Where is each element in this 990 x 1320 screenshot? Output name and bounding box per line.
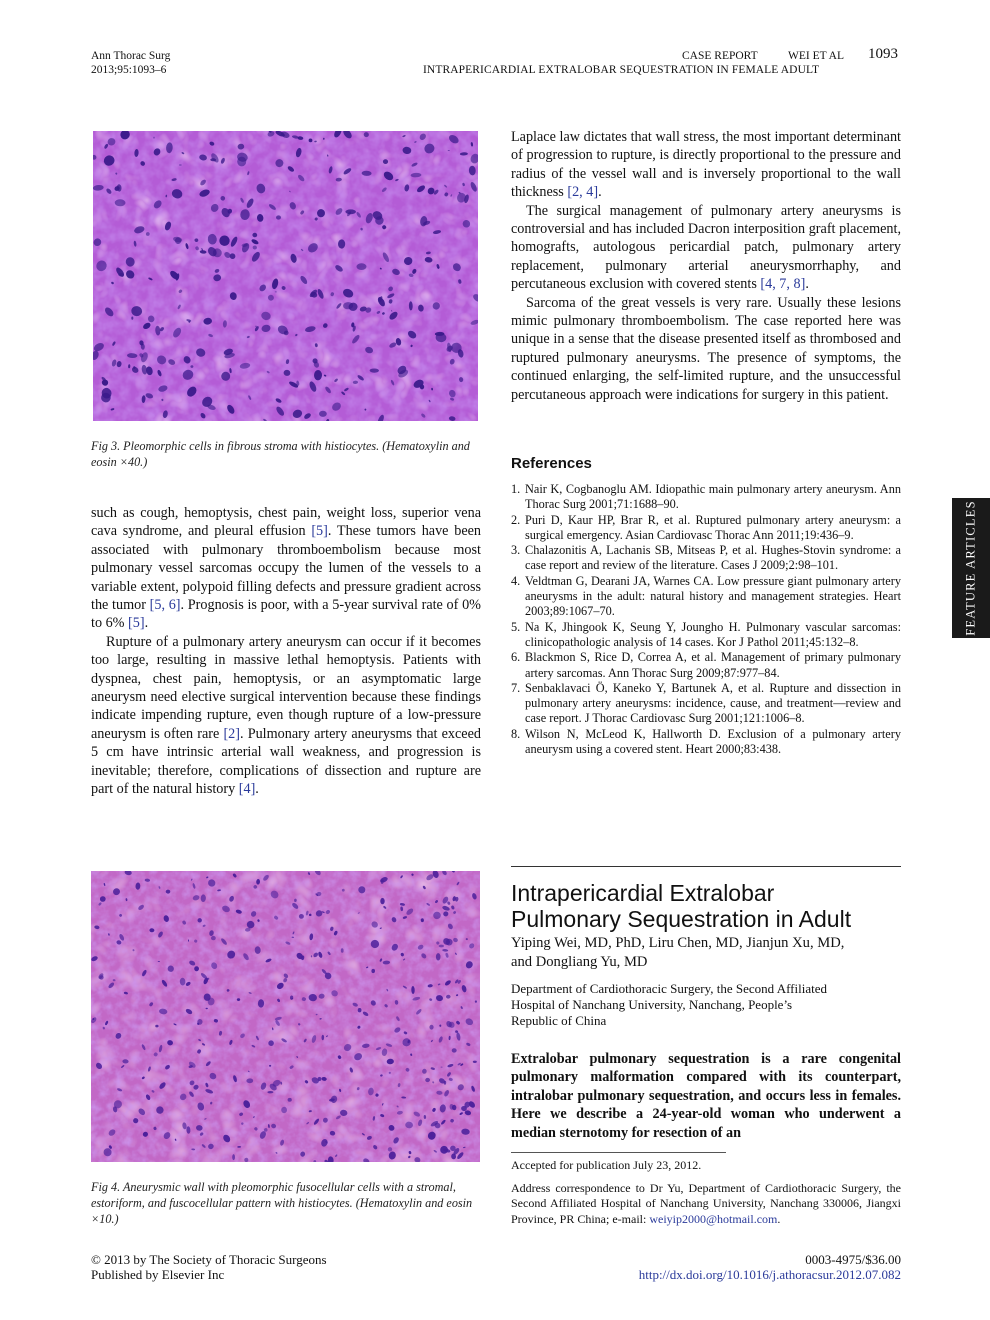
email-link[interactable]: weiyip2000@hotmail.com [649, 1211, 778, 1226]
right-column-body [511, 128, 901, 404]
article-title-block [511, 880, 906, 932]
nucleus-mark [439, 945, 444, 948]
right-paragraph-2: The surgical management of pulmonary artery aneurysms is controversial and has included Dacron interposition graft placement, homografts, autologous pericardial patch, pulmonary artery replacement, pulmonary arterial aneurysmorrhaphy, and percutaneous exclusion with covered stents [4, 7, 8]. [511, 202, 901, 293]
fig4-cell-texture [91, 871, 480, 1162]
micrograph-fig3 [93, 131, 478, 421]
reference-item: 6. Blackmon S, Rice D, Correa A, et al. Management of primary pulmonary artery sarcomas. Ann Thorac Surg 2009;87:977–84. [511, 650, 901, 680]
reference-item: 8. Wilson N, McLeod K, Hallworth D. Exclusion of a pulmonary artery aneurysm using a covered stent. Heart 2000;83:438. [511, 726, 901, 757]
journal-name: Ann Thorac Surg [91, 50, 171, 62]
affiliation-line-3: Republic of China [511, 1012, 607, 1028]
nucleus-mark [357, 263, 367, 270]
section-label: CASE REPORT [682, 50, 758, 62]
article-affiliation [511, 981, 906, 1028]
affiliation-line-1: Department of Cardiothoracic Surgery, the Second Affiliated [511, 981, 827, 996]
journal-citation: 2013;95:1093–6 [91, 64, 167, 76]
figure-4-caption: Fig 4. Aneurysmic wall with pleomorphic fusocellular cells with a stromal, estoriform, and fuscocellular pattern with histiocytes. (Hematoxylin and eosin ×10.) [91, 1180, 473, 1226]
footnote-rule [511, 1152, 726, 1153]
right-paragraph-3: Sarcoma of the great vessels is very rare. Usually these lesions mimic pulmonary thromboembolism. The case reported here was unique in a sense that the disease presented itself as thrombosed and ruptured pulmonary aneurysms. The presence of symptoms, the continued enlarging, the self-limited rupture, and the unsuccessful percutaneous approach were indications for surgery in this patient. [511, 294, 901, 403]
references-heading: References [511, 455, 592, 472]
left-column-body [91, 504, 481, 799]
article-authors [511, 934, 906, 971]
nucleus-mark [452, 1048, 457, 1052]
running-title: INTRAPERICARDIAL EXTRALOBAR SEQUESTRATION IN FEMALE ADULT [423, 64, 820, 76]
reference-item: 5. Na K, Jhingook K, Seung Y, Joungho H. Pulmonary vascular sarcomas: clinicopathologic analysis of 14 cases. Kor J Pathol 2011;45:132–8. [511, 619, 901, 649]
affiliation-line-2: Hospital of Nanchang University, Nanchang, People’s [511, 996, 793, 1012]
nucleus-mark [380, 898, 384, 904]
feature-articles-tab [952, 498, 990, 638]
figure-3-caption: Fig 3. Pleomorphic cells in fibrous stroma with histiocytes. (Hematoxylin and eosin ×40.) [91, 439, 470, 469]
references-list [511, 482, 901, 757]
issn-line: 0003-4975/$36.00 [805, 1252, 901, 1267]
reference-item: 3. Chalazonitis A, Lachanis SB, Mitseas P, et al. Hughes-Stovin syndrome: a case report and review of the literature. Cases J 2009;2:98–101. [511, 543, 901, 573]
nucleus-mark [473, 1061, 477, 1063]
reference-item: 1. Nair K, Cogbanoglu AM. Idiopathic main pulmonary artery aneurysm. Ann Thorac Surg 2001;71:1688–90. [511, 482, 901, 512]
running-authors: WEI ET AL [788, 50, 844, 62]
reference-item: 2. Puri D, Kaur HP, Brar R, et al. Ruptured pulmonary artery aneurysm: a surgical emergency. Asian Cardiovasc Thorac Ann 2011;19:436–9. [511, 512, 901, 542]
copyright-line: © 2013 by The Society of Thoracic Surgeons [91, 1252, 327, 1267]
correspondence-note: Address correspondence to Dr Yu, Department of Cardiothoracic Surgery, the Second Affiliated Hospital of Nanchang University, Nanchang 330006, Jiangxi Province, PR China; e-mail: weiyip2000@hotmail.com. [511, 1181, 901, 1226]
nucleus-mark [319, 411, 327, 417]
citation-link[interactable]: [2, 4] [567, 184, 599, 201]
nucleus-mark [206, 1008, 208, 1009]
citation-link[interactable]: [5, 6] [149, 597, 181, 614]
figure-4-image [91, 871, 480, 1162]
figure-3-image [93, 131, 478, 421]
citation-link[interactable]: [5] [128, 615, 145, 632]
right-paragraph-1: Laplace law dictates that wall stress, the most important determinant of progression to rupture, is directly proportional to the pressure and radius of the vessel wall and is inversely proportional to the wall thickness [2, 4]. [511, 129, 901, 201]
publisher-line: Published by Elsevier Inc [91, 1267, 225, 1282]
page-number: 1093 [868, 46, 898, 62]
citation-link[interactable]: [2] [223, 725, 240, 742]
reference-item: 4. Veldtman G, Dearani JA, Warnes CA. Low pressure giant pulmonary artery aneurysms in the adult: natural history and management strategies. Heart 2003;89:1067–70. [511, 573, 901, 619]
citation-link[interactable]: [4, 7, 8] [760, 276, 806, 293]
reference-item: 7. Senbaklavaci Ö, Kaneko Y, Bartunek A, et al. Rupture and dissection in pulmonary artery aneurysms: incidence, cause, and treatment—review and case report. J Thorac Cardiovasc Surg 2001;121:1006–8. [511, 680, 901, 726]
authors-line-2: and Dongliang Yu, MD [511, 953, 648, 970]
micrograph-fig4 [91, 871, 480, 1162]
nucleus-mark [232, 1154, 235, 1160]
references-section [511, 455, 901, 757]
article-abstract: Extralobar pulmonary sequestration is a rare congenital pulmonary malformation compared with its counterpart, intralobar pulmonary sequestration, and occurs less in females. Here we describe a 24-year-old woman who underwent a median sternotomy for resection of an [511, 1051, 901, 1141]
side-tab-label: FEATURE ARTICLES [963, 500, 978, 636]
nucleus-mark [131, 317, 133, 320]
article-title-line-1: Intrapericardial Extralobar [511, 880, 775, 906]
accepted-note: Accepted for publication July 23, 2012. [511, 1158, 702, 1172]
citation-link[interactable]: [5] [311, 523, 328, 540]
left-paragraph-1: such as cough, hemoptysis, chest pain, weight loss, superior vena cava syndrome, and pleural effusion [5]. These tumors have been associated with pulmonary thromboembolism because most pulmonary vessel sarcomas occupy the lumen of the vessels to a variable extent, polypoid filling defects and pressure gradient across the tumor [5, 6]. Prognosis is poor, with a 5-year survival rate of 0% to 6% [5]. [91, 505, 482, 632]
authors-line-1: Yiping Wei, MD, PhD, Liru Chen, MD, Jianjun Xu, MD, [511, 935, 845, 951]
doi-link[interactable]: http://dx.doi.org/10.1016/j.athoracsur.2012.07.082 [638, 1267, 901, 1282]
left-paragraph-2: Rupture of a pulmonary artery aneurysm can occur if it becomes too large, resulting in massive lethal hemoptysis. Patients with dyspnea, chest pain, hemoptysis, or an asymptomatic large aneurysm need elective surgical intervention because these findings indicate impending rupture, even though rupture of a low-pressure aneurysm is often rare [2]. Pulmonary artery aneurysms that exceed 5 cm have intrinsic arterial wall weakness, and progression is inevitable; therefore, complications of dissection and rupture are part of the natural history [4]. [91, 633, 481, 798]
citation-link[interactable]: [4] [238, 781, 256, 798]
article-title-line-2: Pulmonary Sequestration in Adult [511, 906, 852, 932]
nucleus-mark [133, 366, 135, 369]
article-divider [511, 866, 901, 867]
